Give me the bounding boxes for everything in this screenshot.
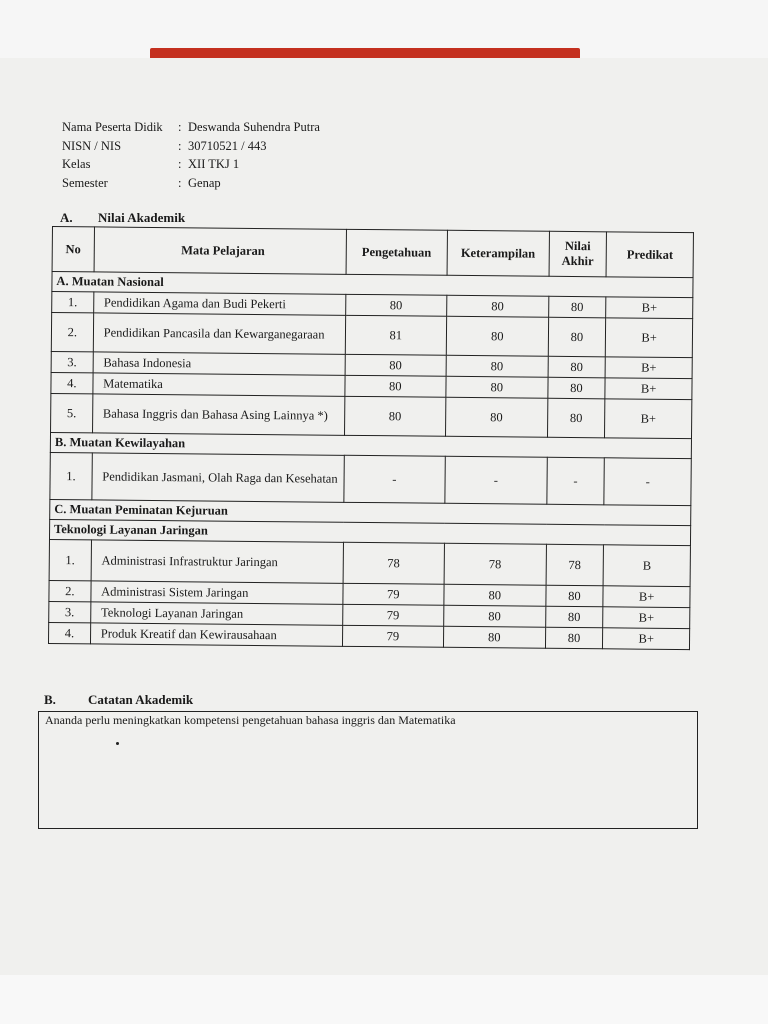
cell-final: 80: [548, 356, 606, 378]
cell-skills: 80: [444, 584, 546, 606]
group-title: C. Muatan Peminatan Kejuruan: [50, 499, 691, 525]
cell-final: 80: [545, 627, 603, 649]
cell-subject: Pendidikan Pancasila dan Kewarganegaraan: [93, 313, 345, 354]
info-row-name: [62, 118, 320, 137]
cell-final: 80: [548, 317, 606, 357]
cell-final: -: [546, 457, 604, 505]
section-a-title: Nilai Akademik: [98, 210, 186, 225]
table-header-row: [52, 227, 693, 278]
cell-knowledge: 80: [344, 396, 446, 436]
header-predicate: Predikat: [606, 232, 693, 278]
table-row: [50, 452, 691, 505]
student-nisn: 30710521 / 443: [188, 138, 267, 153]
cell-final: 80: [547, 398, 605, 438]
info-label: Nama Peserta Didik: [62, 120, 163, 134]
ink-dot: [116, 742, 119, 745]
cell-predicate: B+: [603, 607, 690, 629]
cell-predicate: B+: [605, 399, 692, 439]
header-final: Nilai Akhir: [549, 231, 607, 277]
cell-final: 80: [545, 585, 603, 607]
cell-no: 3.: [49, 601, 91, 622]
info-label: Semester: [62, 175, 108, 190]
cell-knowledge: 79: [342, 625, 443, 647]
cell-predicate: B+: [605, 378, 692, 400]
cell-subject: Bahasa Indonesia: [93, 352, 345, 375]
cell-no: 4.: [48, 622, 90, 643]
info-row-semester: [62, 174, 320, 193]
cell-no: 3.: [51, 351, 93, 372]
cell-no: 2.: [49, 580, 91, 601]
info-row-nisn: [62, 137, 320, 156]
cell-subject: Matematika: [93, 373, 345, 396]
info-colon: :: [178, 157, 182, 171]
cell-subject: Teknologi Layanan Jaringan: [90, 602, 342, 625]
cell-final: 78: [546, 544, 604, 586]
cell-skills: 80: [445, 397, 547, 437]
cell-no: 1.: [50, 452, 92, 499]
header-skills: Keterampilan: [447, 230, 549, 276]
cell-predicate: B+: [603, 586, 690, 608]
cell-no: 1.: [49, 539, 91, 580]
info-colon: :: [178, 175, 182, 190]
cell-subject: Pendidikan Jasmani, Olah Raga dan Kesehatan: [92, 453, 344, 502]
background-bottom: [0, 975, 768, 1024]
cell-no: 1.: [52, 292, 94, 313]
student-class: XII TKJ 1: [188, 157, 240, 171]
cell-final: 80: [545, 606, 603, 628]
cell-predicate: B+: [606, 318, 693, 358]
student-semester: Genap: [188, 175, 221, 190]
cell-skills: 80: [446, 376, 548, 398]
table-row: [51, 393, 692, 438]
cell-subject: Produk Kreatif dan Kewirausahaan: [90, 623, 342, 646]
cell-knowledge: 79: [342, 604, 443, 626]
grades-table: [48, 226, 694, 650]
group-subtitle: Teknologi Layanan Jaringan: [49, 519, 690, 545]
cell-knowledge: -: [344, 455, 446, 503]
cell-final: 80: [547, 377, 605, 399]
cell-subject: Administrasi Infrastruktur Jaringan: [91, 540, 343, 583]
cell-no: 5.: [51, 393, 93, 432]
header-subject: Mata Pelajaran: [94, 227, 346, 274]
cell-no: 4.: [51, 372, 93, 393]
cell-skills: 80: [443, 626, 545, 648]
academic-notes-box: [38, 711, 698, 829]
cell-knowledge: 79: [343, 583, 444, 605]
section-b-title: Catatan Akademik: [88, 692, 194, 707]
cell-subject: Pendidikan Agama dan Budi Pekerti: [93, 292, 345, 315]
section-b-letter: B.: [44, 692, 56, 707]
section-a-letter: A.: [60, 210, 73, 225]
header-knowledge: Pengetahuan: [346, 229, 448, 275]
info-row-class: [62, 155, 320, 174]
cell-subject: Administrasi Sistem Jaringan: [91, 581, 343, 604]
cell-predicate: B+: [603, 628, 690, 650]
cell-knowledge: 80: [345, 354, 446, 376]
group-title: A. Muatan Nasional: [52, 272, 693, 298]
cell-knowledge: 80: [345, 375, 446, 397]
table-row: [49, 539, 690, 586]
info-label: Kelas: [62, 157, 91, 171]
cell-no: 2.: [51, 313, 93, 352]
cell-knowledge: 81: [345, 315, 447, 355]
cell-skills: -: [445, 456, 547, 504]
cell-skills: 80: [447, 295, 549, 317]
cell-final: 80: [548, 296, 606, 318]
table-row: [51, 313, 692, 358]
cell-knowledge: 78: [343, 542, 445, 584]
cell-predicate: B+: [606, 297, 693, 319]
cell-knowledge: 80: [345, 294, 446, 316]
cell-predicate: B+: [605, 357, 692, 379]
cell-skills: 80: [446, 316, 548, 356]
cell-skills: 80: [444, 605, 546, 627]
cell-predicate: B: [603, 545, 690, 587]
info-colon: :: [178, 120, 182, 134]
student-name: Deswanda Suhendra Putra: [188, 120, 320, 134]
student-info: [62, 118, 320, 192]
academic-notes-text: Ananda perlu meningkatkan kompetensi pengetahuan bahasa inggris dan Matematika: [45, 713, 456, 727]
header-no: No: [52, 227, 94, 272]
info-colon: :: [178, 138, 182, 153]
cell-skills: 78: [444, 543, 546, 585]
cell-predicate: -: [604, 458, 691, 506]
group-title: B. Muatan Kewilayahan: [50, 432, 691, 458]
info-label: NISN / NIS: [62, 138, 122, 153]
cell-skills: 80: [446, 355, 548, 377]
cell-subject: Bahasa Inggris dan Bahasa Asing Lainnya *): [92, 394, 344, 435]
